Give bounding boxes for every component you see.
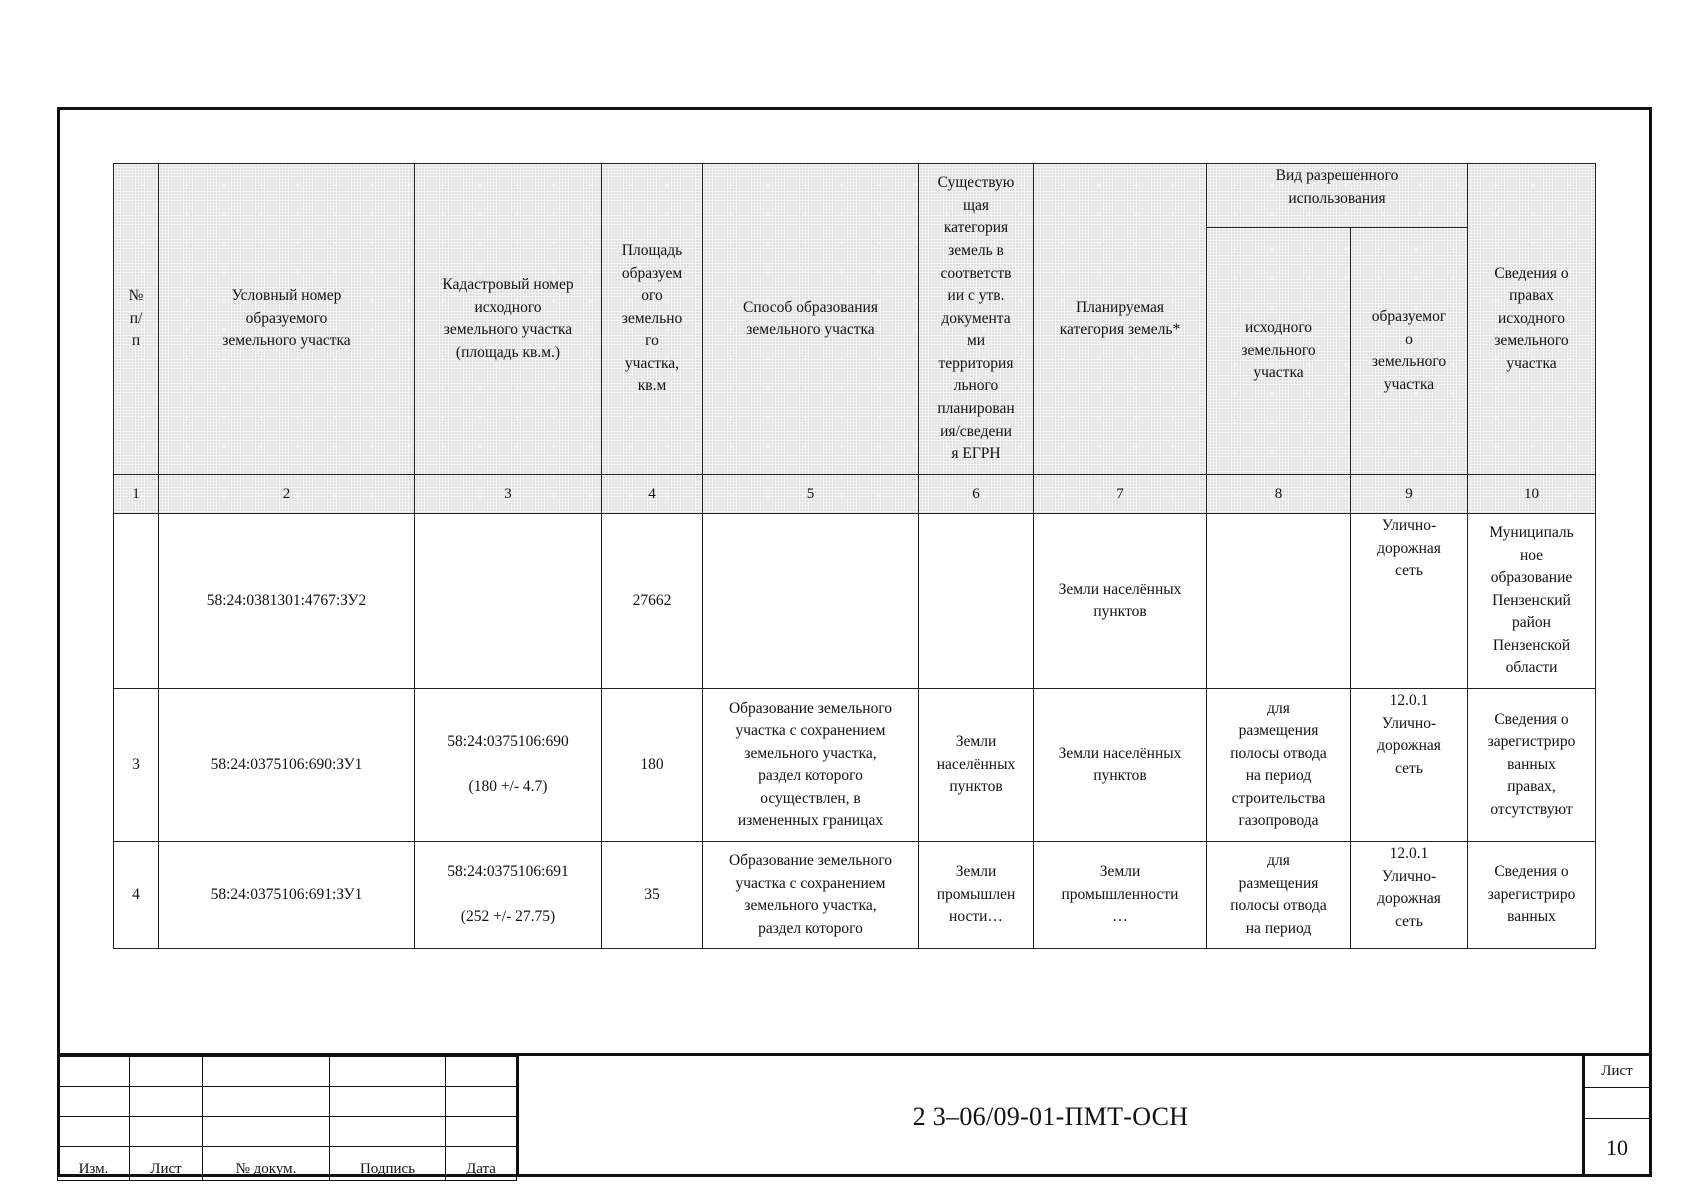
grid-cell <box>203 1087 330 1117</box>
table-row <box>114 689 1596 842</box>
row-cadastral-number <box>415 514 602 689</box>
grid-cell <box>446 1057 517 1087</box>
column-number: 2 <box>159 475 415 514</box>
row-planned-category: Земли населённых пунктов <box>1034 689 1207 842</box>
row-existing-category: Земли населённых пунктов <box>919 689 1034 842</box>
header-area: Площадь образуем ого земельно го участка, кв.м <box>602 164 703 475</box>
column-number: 6 <box>919 475 1034 514</box>
header-rights-info: Сведения о правах исходного земельного участка <box>1468 164 1596 475</box>
label-document-no: № докум. <box>203 1147 330 1181</box>
row-rights: Сведения о зарегистриро ванных правах, отсутствуют <box>1468 689 1596 842</box>
row-rights: Муниципаль ное образование Пензенский район Пензенской области <box>1468 514 1596 689</box>
row-cadastral-number: 58:24:0375106:691 (252 +/- 27.75) <box>415 842 602 949</box>
row-existing-category: Земли промышлен ности… <box>919 842 1034 949</box>
grid-cell <box>58 1087 130 1117</box>
header-use-formed: образуемог о земельного участка <box>1351 228 1468 475</box>
column-number: 10 <box>1468 475 1596 514</box>
sheet-number: 10 <box>1606 1135 1628 1160</box>
grid-cell <box>330 1087 446 1117</box>
row-cadastral-number: 58:24:0375106:690 (180 +/- 4.7) <box>415 689 602 842</box>
table-row <box>114 514 1596 689</box>
sheet-label: Лист <box>1585 1056 1649 1088</box>
row-use-formed: 12.0.1 Улично- дорожная сеть <box>1351 689 1468 842</box>
row-use-source: для размещения полосы отвода на период строительства газопровода <box>1207 689 1351 842</box>
header-permitted-use-group: Вид разрешенного использования <box>1207 164 1468 228</box>
grid-cell <box>330 1117 446 1147</box>
header-cadastral-number: Кадастровый номер исходного земельного участка (площадь кв.м.) <box>415 164 602 475</box>
grid-cell <box>203 1117 330 1147</box>
title-block <box>57 1053 1652 1177</box>
label-signature: Подпись <box>330 1147 446 1181</box>
row-use-source: для размещения полосы отвода на период <box>1207 842 1351 949</box>
grid-cell <box>130 1117 203 1147</box>
row-area: 35 <box>602 842 703 949</box>
revision-grid <box>57 1056 517 1181</box>
table-row <box>114 842 1596 949</box>
label-date: Дата <box>446 1147 517 1181</box>
sheet-divider-cell <box>1585 1087 1649 1119</box>
row-area: 27662 <box>602 514 703 689</box>
header-existing-category: Существую щая категория земель в соответств ии с утв. документа ми территория льного планирован ия/сведени я ЕГРН <box>919 164 1034 475</box>
column-number: 3 <box>415 475 602 514</box>
header-use-source: исходного земельного участка <box>1207 228 1351 475</box>
label-sheet: Лист <box>130 1147 203 1181</box>
header-planned-category: Планируемая категория земель* <box>1034 164 1207 475</box>
column-number: 8 <box>1207 475 1351 514</box>
column-number: 1 <box>114 475 159 514</box>
grid-cell <box>330 1057 446 1087</box>
row-num <box>114 514 159 689</box>
grid-cell <box>203 1057 330 1087</box>
column-number: 5 <box>703 475 919 514</box>
row-use-formed: 12.0.1 Улично- дорожная сеть <box>1351 842 1468 949</box>
row-num: 3 <box>114 689 159 842</box>
row-method <box>703 514 919 689</box>
land-plots-table <box>113 163 1596 949</box>
row-method: Образование земельного участка с сохранением земельного участка, раздел которого осуществлен, в измененных границах <box>703 689 919 842</box>
row-conditional-number: 58:24:0381301:4767:ЗУ2 <box>159 514 415 689</box>
column-number: 7 <box>1034 475 1207 514</box>
row-rights: Сведения о зарегистриро ванных <box>1468 842 1596 949</box>
grid-cell <box>446 1117 517 1147</box>
header-number: № п/ п <box>114 164 159 475</box>
sheet-box <box>1582 1056 1649 1177</box>
header-conditional-number: Условный номер образуемого земельного участка <box>159 164 415 475</box>
row-conditional-number: 58:24:0375106:691:ЗУ1 <box>159 842 415 949</box>
row-method: Образование земельного участка с сохранением земельного участка, раздел которого <box>703 842 919 949</box>
grid-cell <box>58 1117 130 1147</box>
row-use-formed: Улично- дорожная сеть <box>1351 514 1468 689</box>
row-use-source <box>1207 514 1351 689</box>
grid-cell <box>58 1057 130 1087</box>
grid-cell <box>446 1087 517 1117</box>
row-planned-category: Земли населённых пунктов <box>1034 514 1207 689</box>
grid-cell <box>130 1087 203 1117</box>
row-planned-category: Земли промышленности … <box>1034 842 1207 949</box>
column-number: 9 <box>1351 475 1468 514</box>
column-numbers-row <box>114 475 1596 514</box>
document-code: 2 3–06/09-01-ПМТ-ОСН <box>516 1056 1582 1177</box>
grid-cell <box>130 1057 203 1087</box>
header-formation-method: Способ образования земельного участка <box>703 164 919 475</box>
column-number: 4 <box>602 475 703 514</box>
row-area: 180 <box>602 689 703 842</box>
row-conditional-number: 58:24:0375106:690:ЗУ1 <box>159 689 415 842</box>
row-existing-category <box>919 514 1034 689</box>
label-change: Изм. <box>58 1147 130 1181</box>
row-num: 4 <box>114 842 159 949</box>
